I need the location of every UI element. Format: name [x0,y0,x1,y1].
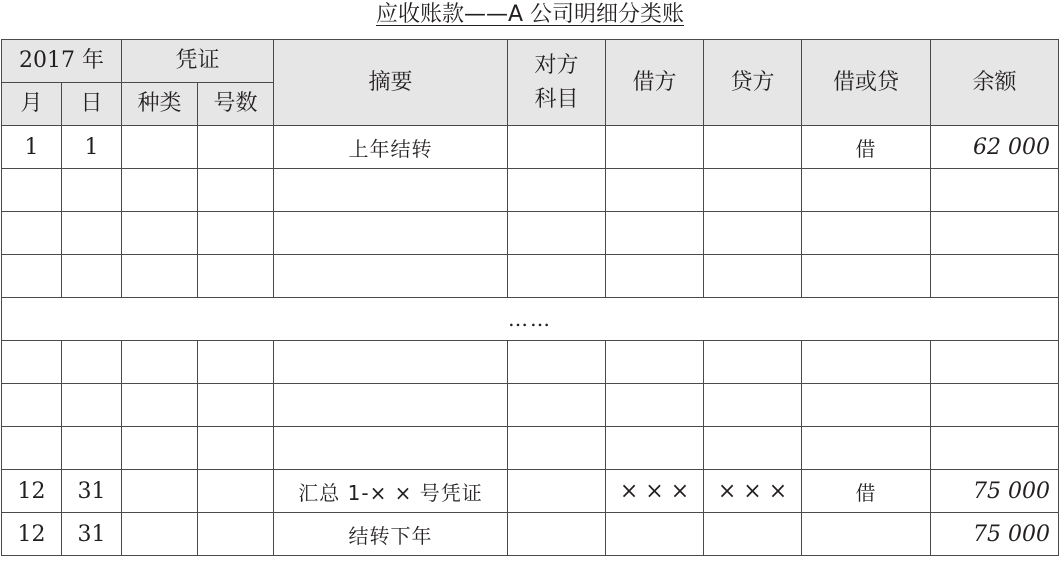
cell-voucher-no [198,427,274,470]
header-day: 日 [62,83,122,126]
cell-month [2,341,62,384]
cell-summary [274,427,508,470]
cell-balance [931,427,1059,470]
cell-balance: 75 000 [931,470,1059,513]
cell-credit [704,427,802,470]
cell-summary: 上年结转 [274,126,508,169]
cell-debit [606,169,704,212]
cell-voucher-type [122,169,198,212]
cell-balance [931,169,1059,212]
cell-day [62,169,122,212]
cell-voucher-no [198,212,274,255]
cell-day: 31 [62,470,122,513]
cell-direction [802,384,931,427]
cell-voucher-no [198,255,274,298]
cell-debit [606,427,704,470]
cell-credit [704,212,802,255]
table-row [2,126,1059,169]
cell-counter-account [508,212,606,255]
table-row [2,427,1059,470]
cell-credit [704,169,802,212]
cell-summary [274,255,508,298]
cell-voucher-no [198,341,274,384]
header-credit: 贷方 [704,40,802,126]
cell-summary [274,169,508,212]
cell-voucher-type [122,341,198,384]
ledger-header [2,40,1059,126]
cell-debit [606,126,704,169]
cell-direction: 借 [802,126,931,169]
cell-day [62,255,122,298]
cell-summary [274,212,508,255]
cell-day [62,212,122,255]
cell-balance [931,384,1059,427]
cell-voucher-no [198,384,274,427]
cell-debit [606,341,704,384]
cell-credit [704,384,802,427]
cell-direction [802,513,931,556]
cell-direction [802,341,931,384]
table-row [2,255,1059,298]
cell-debit [606,255,704,298]
cell-month [2,212,62,255]
header-month: 月 [2,83,62,126]
ellipsis-row [2,298,1059,341]
cell-summary: 汇总 1-× × 号凭证 [274,470,508,513]
cell-day [62,341,122,384]
cell-month [2,427,62,470]
cell-direction [802,169,931,212]
header-voucher: 凭证 [122,40,274,83]
cell-voucher-type [122,126,198,169]
cell-summary: 结转下年 [274,513,508,556]
cell-counter-account [508,470,606,513]
header-voucher-type: 种类 [122,83,198,126]
table-row [2,212,1059,255]
cell-voucher-no [198,513,274,556]
header-counter-account [508,40,606,126]
ledger-title [0,0,1060,36]
table-row [2,470,1059,513]
ledger-body [2,126,1059,556]
ellipsis-cell: …… [2,298,1059,341]
cell-counter-account [508,427,606,470]
cell-debit: × × × [606,470,704,513]
cell-voucher-type [122,470,198,513]
cell-summary [274,341,508,384]
table-row [2,384,1059,427]
cell-credit [704,126,802,169]
cell-credit [704,513,802,556]
cell-balance [931,212,1059,255]
cell-credit [704,341,802,384]
cell-voucher-type [122,384,198,427]
cell-debit [606,212,704,255]
cell-voucher-no [198,126,274,169]
cell-day [62,427,122,470]
table-row [2,169,1059,212]
cell-direction [802,212,931,255]
cell-counter-account [508,384,606,427]
cell-summary [274,384,508,427]
table-row [2,341,1059,384]
ledger-table [1,39,1059,556]
cell-month: 12 [2,513,62,556]
ledger-title-text: 应收账款——A 公司明细分类账 [375,2,685,27]
cell-month [2,384,62,427]
cell-voucher-type [122,255,198,298]
cell-voucher-type [122,212,198,255]
cell-counter-account [508,255,606,298]
cell-credit: × × × [704,470,802,513]
cell-voucher-no [198,470,274,513]
cell-counter-account [508,126,606,169]
cell-balance [931,341,1059,384]
cell-balance [931,255,1059,298]
cell-counter-account [508,169,606,212]
cell-direction: 借 [802,470,931,513]
cell-month: 12 [2,470,62,513]
header-year: 2017 年 [2,40,122,83]
cell-voucher-type [122,513,198,556]
cell-balance: 62 000 [931,126,1059,169]
header-counter-account-line1: 对方 [534,52,579,78]
header-direction: 借或贷 [802,40,931,126]
header-summary: 摘要 [274,40,508,126]
cell-balance: 75 000 [931,513,1059,556]
cell-debit [606,384,704,427]
cell-day: 1 [62,126,122,169]
cell-counter-account [508,341,606,384]
cell-day [62,384,122,427]
cell-month [2,255,62,298]
cell-voucher-no [198,169,274,212]
cell-direction [802,255,931,298]
cell-direction [802,427,931,470]
header-counter-account-line2: 科目 [534,86,579,112]
cell-month: 1 [2,126,62,169]
cell-month [2,169,62,212]
header-balance: 余额 [931,40,1059,126]
table-row [2,513,1059,556]
cell-counter-account [508,513,606,556]
header-debit: 借方 [606,40,704,126]
header-voucher-no: 号数 [198,83,274,126]
cell-voucher-type [122,427,198,470]
cell-day: 31 [62,513,122,556]
cell-credit [704,255,802,298]
cell-debit [606,513,704,556]
